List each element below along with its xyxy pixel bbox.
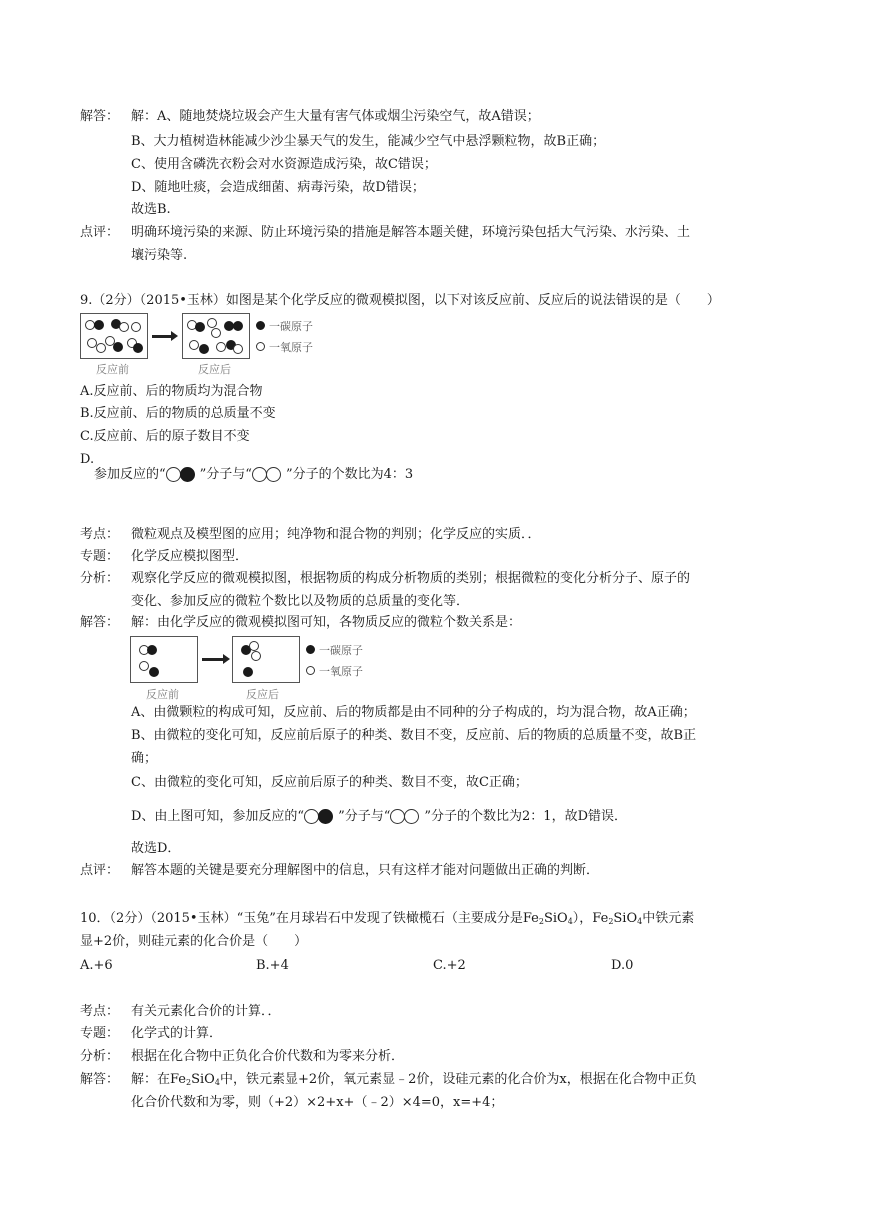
carbon-atom	[113, 342, 123, 352]
q10-kaodian: 有关元素化合价的计算．．	[131, 1004, 281, 1019]
before-caption: 反应前	[96, 363, 129, 376]
q9-jieda-d-pre: D、由上图可知，参加反应的“	[131, 809, 305, 824]
q8-comment-label: 点评：	[80, 225, 120, 240]
oxygen-atom	[189, 340, 199, 350]
q10-option-d: D.0	[611, 958, 634, 973]
q9-option-d-pre: 参加反应的“	[94, 467, 166, 482]
q9-jieda-d-mid: ”分子与“	[338, 809, 391, 824]
q9-jieda-b: B、由微粒的变化可知，反应前后原子的种类、数目不变，反应前、后的物质的总质量不变，故B正	[131, 728, 697, 743]
carbon-atom	[233, 321, 243, 331]
reaction-arrow	[152, 335, 172, 338]
legend-carbon-label: 一碳原子	[269, 320, 313, 333]
oxygen-atom	[207, 318, 217, 328]
q10-stem-1a: 10．（2分）（2015•玉林）“玉兔”在月球岩石中发现了铁橄榄石（主要成分是Fe	[80, 911, 539, 926]
q9-jieda-label: 解答：	[80, 615, 120, 630]
q8-comment-line-2: 壤污染等.	[131, 248, 188, 263]
q10-stem-line-1	[80, 910, 694, 928]
q8-answer-line-2: B、大力植树造林能减少沙尘暴天气的发生，能减少空气中悬浮颗粒物，故B正确；	[131, 134, 606, 149]
q9-fenxi-label: 分析：	[80, 571, 120, 586]
o2-molecule-icon	[390, 809, 424, 825]
legend-oxygen-label: 一氧原子	[319, 665, 363, 678]
subscript: 4	[567, 917, 573, 926]
after-box	[232, 636, 300, 683]
co-molecule-icon	[304, 809, 338, 825]
reaction-arrow	[202, 658, 224, 661]
q10-kaodian-label: 考点：	[80, 1004, 120, 1019]
oxygen-atom	[139, 661, 149, 671]
q10-jieda-1b: SiO	[191, 1072, 215, 1087]
q10-stem-line-2: 显+2价，则硅元素的化合价是（ ）	[80, 934, 308, 949]
before-caption: 反应前	[146, 688, 179, 701]
q9-dianping-label: 点评：	[80, 863, 120, 878]
q9-kaodian-label: 考点：	[80, 527, 120, 542]
q9-option-c: C.反应前、后的原子数目不变	[80, 429, 250, 444]
legend-carbon-icon	[256, 321, 265, 330]
q10-fenxi-label: 分析：	[80, 1049, 120, 1064]
after-caption: 反应后	[198, 363, 231, 376]
before-box	[80, 313, 148, 359]
subscript: 4	[214, 1078, 220, 1087]
q9-kaodian: 微粒观点及模型图的应用；纯净物和混合物的判别；化学反应的实质．．	[131, 527, 541, 542]
co-molecule-icon	[166, 467, 200, 483]
q10-stem-1d: SiO	[613, 911, 638, 926]
after-box	[182, 313, 250, 359]
q9-jieda-end: 故选D．	[131, 841, 181, 856]
q9-jieda-a: A、由微颗粒的构成可知，反应前、后的物质都是由不同种的分子构成的，均为混合物，故A正确；	[131, 705, 696, 720]
q9-jieda-c: C、由微粒的变化可知，反应前后原子的种类、数目不变，故C正确；	[131, 775, 528, 790]
q9-stem: 9.（2分）（2015•玉林）如图是某个化学反应的微观模拟图，以下对该反应前、反应后的说法错误的是（ ）	[80, 293, 720, 308]
o2-molecule-icon	[252, 467, 286, 483]
subscript: 2	[538, 917, 544, 926]
oxygen-atom	[131, 322, 141, 332]
q10-stem-1b: SiO	[543, 911, 568, 926]
carbon-atom	[243, 667, 253, 677]
q9-option-d-mid: ”分子与“	[199, 467, 252, 482]
legend-carbon-label: 一碳原子	[319, 644, 363, 657]
q9-option-d	[94, 466, 413, 484]
q10-jieda-1a: 解：在Fe	[131, 1072, 187, 1087]
q8-answer-line-3: C、使用含磷洗衣粉会对水资源造成污染，故C错误；	[131, 157, 437, 172]
q9-zhuanti-label: 专题：	[80, 549, 120, 564]
q8-answer-line-4: D、随地吐痰，会造成细菌、病毒污染，故D错误；	[131, 180, 425, 195]
legend-carbon-icon	[306, 645, 315, 654]
subscript: 2	[608, 917, 614, 926]
carbon-atom	[199, 344, 209, 354]
carbon-atom	[94, 320, 104, 330]
carbon-atom	[147, 645, 157, 655]
q9-figure	[80, 313, 340, 375]
q9-option-a: A.反应前、后的物质均为混合物	[80, 384, 263, 399]
q8-answer-line-5: 故选B.	[131, 202, 171, 217]
q9-fenxi-line-2: 变化、参加反应的微粒个数比以及物质的总质量的变化等．	[131, 594, 470, 609]
carbon-atom	[133, 343, 143, 353]
oxygen-atom	[211, 328, 221, 338]
q9-jieda-d-post: ”分子的个数比为2：1，故D错误．	[424, 809, 627, 824]
carbon-atom	[149, 667, 159, 677]
q10-jieda-line-1	[131, 1071, 697, 1089]
q10-zhuanti-label: 专题：	[80, 1026, 120, 1041]
q8-comment-line-1: 明确环境污染的来源、防止环境污染的措施是解答本题关健，环境污染包括大气污染、水污染、土	[131, 225, 691, 240]
q9-jieda-b2: 确；	[131, 751, 158, 766]
legend-oxygen-icon	[256, 342, 265, 351]
q9-jieda-intro: 解：由化学反应的微观模拟图可知，各物质反应的微粒个数关系是：	[131, 615, 522, 630]
legend-oxygen-label: 一氧原子	[269, 341, 313, 354]
q10-option-a: A.+6	[80, 958, 113, 973]
after-caption: 反应后	[246, 688, 279, 701]
q9-jieda-d	[131, 808, 627, 826]
q10-jieda-line-2: 化合价代数和为零，则（+2）×2+x+（﹣2）×4=0，x=+4；	[131, 1095, 504, 1110]
legend-oxygen-icon	[306, 666, 315, 675]
q10-stem-1c: ），Fe	[572, 911, 609, 926]
oxygen-atom	[251, 651, 261, 661]
q10-option-b: B.+4	[256, 958, 289, 973]
oxygen-atom	[249, 641, 259, 651]
q9-option-d-label: D.	[80, 452, 95, 467]
q9-solution-figure	[130, 636, 370, 700]
q9-option-d-post: ”分子的个数比为4：3	[285, 467, 414, 482]
carbon-atom	[195, 322, 205, 332]
q9-fenxi-line-1: 观察化学反应的微观模拟图，根据物质的构成分析物质的类别；根据微粒的变化分析分子、原子的	[131, 571, 691, 586]
oxygen-atom	[96, 343, 106, 353]
q9-dianping: 解答本题的关键是要充分理解图中的信息，只有这样才能对问题做出正确的判断．	[131, 863, 600, 878]
before-box	[130, 636, 198, 683]
oxygen-atom	[216, 342, 226, 352]
q10-stem-1e: 中铁元素	[642, 911, 695, 926]
oxygen-atom	[233, 344, 243, 354]
q10-option-c: C.+2	[433, 958, 466, 973]
q8-answer-line-1: 解：A、随地焚烧垃圾会产生大量有害气体或烟尘污染空气，故A错误；	[131, 109, 540, 124]
q10-jieda-1c: 中，铁元素显+2价，氧元素显﹣2价，设硅元素的化合价为x，根据在化合物中正负	[219, 1072, 697, 1087]
q8-answer-label: 解答：	[80, 109, 120, 124]
q9-option-b: B.反应前、后的物质的总质量不变	[80, 406, 276, 421]
q10-fenxi: 根据在化合物中正负化合价代数和为零来分析．	[131, 1049, 405, 1064]
q9-zhuanti: 化学反应模拟图型．	[131, 549, 249, 564]
subscript: 4	[637, 917, 643, 926]
q10-jieda-label: 解答：	[80, 1072, 120, 1087]
oxygen-atom	[119, 322, 129, 332]
q10-zhuanti: 化学式的计算．	[131, 1026, 223, 1041]
subscript: 2	[186, 1078, 192, 1087]
